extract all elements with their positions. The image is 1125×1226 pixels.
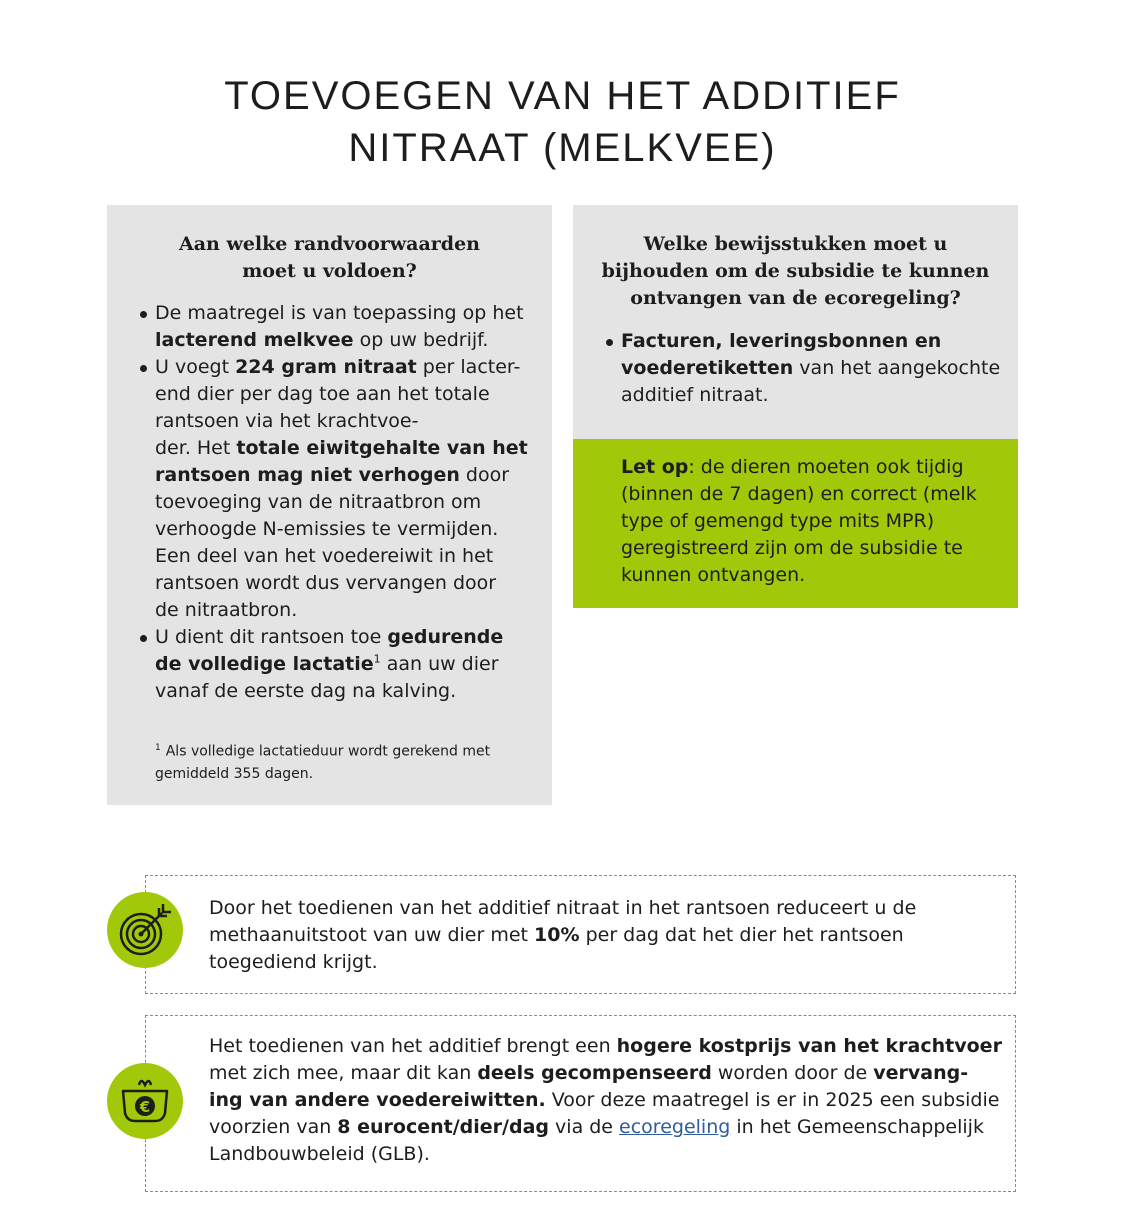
- text: toevoeging van de nitraatbron om: [155, 491, 482, 513]
- text-bold: rantsoen mag niet verhogen: [155, 464, 460, 486]
- text-bold: lacterend melkvee: [155, 329, 354, 351]
- title-line-1: TOEVOEGEN VAN HET ADDITIEF: [224, 74, 901, 118]
- list-item: [140, 300, 525, 354]
- text: Door het toedienen van het additief nitraat in het rantsoen reduceert u de: [209, 897, 917, 919]
- text: verhoogde N-emissies te vermijden.: [155, 518, 499, 540]
- footnote-ref: 1: [373, 652, 381, 666]
- euro-purse-icon: [107, 1063, 183, 1139]
- text-bold: Let op: [621, 456, 689, 478]
- text: additief nitraat.: [621, 384, 769, 406]
- text: voorzien van: [209, 1116, 338, 1138]
- text-bold: Facturen, leveringsbonnen en: [621, 330, 942, 352]
- text: (binnen de 7 dagen) en correct (melk: [621, 483, 977, 505]
- text: met zich mee, maar dit kan: [209, 1062, 478, 1084]
- text-bold: hogere kostprijs van het krachtvoer: [616, 1035, 1002, 1057]
- evidence-heading-line-2: bijhouden om de subsidie te kunnen: [601, 260, 990, 282]
- text: gemiddeld 355 dagen.: [155, 765, 314, 782]
- methane-info-text: [209, 895, 989, 976]
- text: methaanuitstoot van uw dier met: [209, 924, 535, 946]
- methane-info-box: [145, 875, 1016, 994]
- target-icon: [107, 892, 183, 968]
- page-title: [0, 70, 1125, 174]
- attention-panel: [573, 439, 1018, 608]
- text: in het Gemeenschappelijk: [730, 1116, 984, 1138]
- text: Een deel van het voedereiwit in het: [155, 545, 494, 567]
- evidence-heading: [593, 231, 998, 312]
- text: via de: [549, 1116, 620, 1138]
- cost-info-box: [145, 1015, 1016, 1192]
- text-bold: vervang-: [873, 1062, 969, 1084]
- list-item: [140, 624, 525, 705]
- text: type of gemengd type mits MPR): [621, 510, 935, 532]
- list-item: [606, 328, 1006, 409]
- text: per dag dat het dier het rantsoen: [579, 924, 904, 946]
- text: rantsoen via het krachtvoe-: [155, 410, 419, 432]
- text-bold: deels gecompenseerd: [477, 1062, 712, 1084]
- cost-info-text: [209, 1033, 1002, 1168]
- text: der. Het: [155, 437, 237, 459]
- attention-text: [621, 454, 1001, 589]
- text: Het toedienen van het additief brengt een: [209, 1035, 617, 1057]
- text: toegediend krijgt.: [209, 951, 378, 973]
- text: op uw bedrijf.: [353, 329, 489, 351]
- text-bold: totale eiwitgehalte van het: [236, 437, 528, 459]
- text-bold: 8 eurocent/dier/dag: [337, 1116, 549, 1138]
- requirements-heading-line-1: Aan welke randvoorwaarden: [178, 233, 480, 255]
- footnote-mark: 1: [155, 743, 161, 753]
- evidence-panel: [573, 205, 1018, 439]
- text: vanaf de eerste dag na kalving.: [155, 680, 457, 702]
- text: per lacter-: [416, 356, 521, 378]
- text: Als volledige lactatieduur wordt gerekend met: [165, 743, 491, 760]
- text: kunnen ontvangen.: [621, 564, 806, 586]
- evidence-heading-line-3: ontvangen van de ecoregeling?: [630, 287, 961, 309]
- text: end dier per dag toe aan het totale: [155, 383, 490, 405]
- text-bold: 10%: [534, 924, 580, 946]
- text-bold: ing van andere voedereiwitten.: [209, 1089, 546, 1111]
- svg-text:€: €: [139, 1098, 151, 1116]
- text-bold: gedurende: [387, 626, 504, 648]
- text-bold: de volledige lactatie: [155, 653, 374, 675]
- text-bold: 224 gram nitraat: [235, 356, 417, 378]
- evidence-heading-line-1: Welke bewijsstukken moet u: [643, 233, 948, 255]
- text: : de dieren moeten ook tijdig: [688, 456, 964, 478]
- requirements-list: [140, 300, 528, 705]
- footnote: [155, 737, 525, 785]
- text: rantsoen wordt dus vervangen door: [155, 572, 497, 594]
- evidence-list: [606, 328, 1006, 409]
- text: de nitraatbron.: [155, 599, 298, 621]
- requirements-heading-line-2: moet u voldoen?: [242, 260, 417, 282]
- requirements-heading: [147, 231, 512, 285]
- text: worden door de: [711, 1062, 874, 1084]
- requirements-panel: [107, 205, 552, 805]
- ecoregeling-link[interactable]: ecoregeling: [619, 1116, 731, 1138]
- text-bold: voederetiketten: [621, 357, 794, 379]
- title-line-2: NITRAAT (MELKVEE): [348, 126, 777, 170]
- text: De maatregel is van toepassing op het: [155, 302, 524, 324]
- list-item: [140, 354, 528, 624]
- text: U voegt: [155, 356, 236, 378]
- text: Voor deze maatregel is er in 2025 een subsidie: [545, 1089, 1000, 1111]
- text: aan uw dier: [380, 653, 499, 675]
- text: Landbouwbeleid (GLB).: [209, 1143, 430, 1165]
- text: U dient dit rantsoen toe: [155, 626, 388, 648]
- text: geregistreerd zijn om de subsidie te: [621, 537, 963, 559]
- text: door: [459, 464, 510, 486]
- text: van het aangekochte: [793, 357, 1001, 379]
